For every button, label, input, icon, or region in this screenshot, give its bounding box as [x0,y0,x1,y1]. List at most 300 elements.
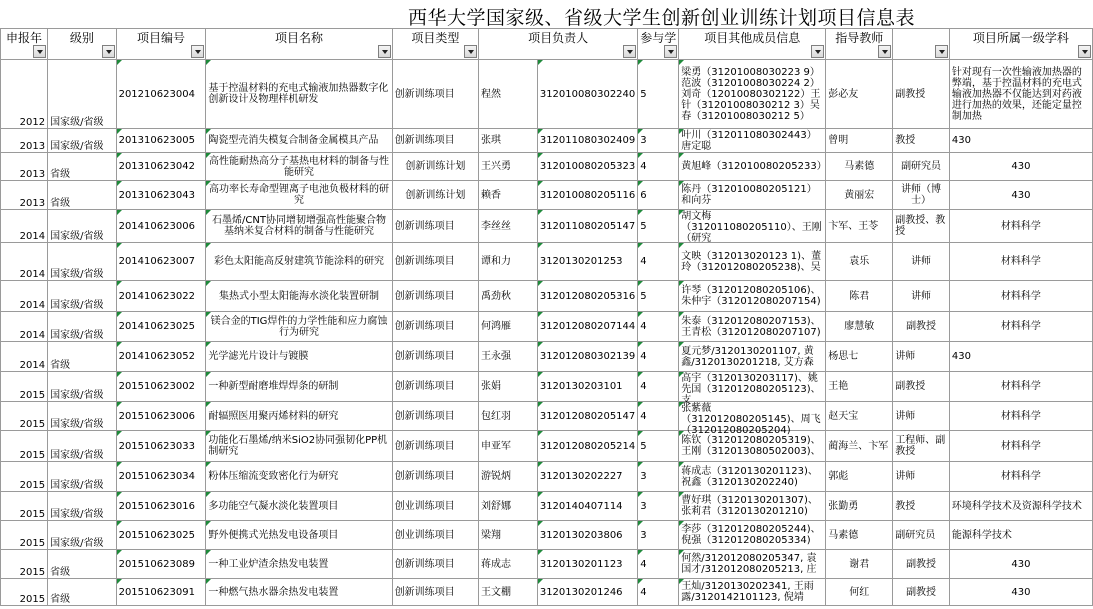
cell-year[interactable] [1,550,48,579]
cell-leader[interactable] [478,521,537,550]
cell-text: 禹劲秋 [480,290,511,302]
cell-leader[interactable] [478,342,537,372]
cell-student-id[interactable] [537,550,637,579]
cell-advisor[interactable] [826,402,893,431]
table-body [1,60,1093,606]
cell-year[interactable] [1,181,48,210]
cell-project-type[interactable] [392,181,478,210]
cell-leader[interactable] [478,129,537,153]
cell-year[interactable] [1,60,48,129]
cell-text: 3 [640,135,647,146]
cell-project-name[interactable] [206,431,392,462]
header-row [1,29,1093,60]
cell-project-name[interactable] [206,462,392,492]
cell-project-name[interactable] [206,181,392,210]
cell-advisor[interactable] [826,550,893,579]
cell-text: 3120130201253 [539,256,623,267]
cell-student-id[interactable] [537,462,637,492]
cell-text: 赵天宝 [828,410,859,422]
cell-text: 201210623004 [118,88,195,100]
cell-text: 6 [640,189,647,201]
cell-project-name[interactable] [206,402,392,431]
filter-dropdown-icon[interactable] [935,45,948,58]
cell-subject[interactable] [949,521,1092,550]
cell-advisor-title[interactable] [893,579,950,606]
cell-participants[interactable] [638,153,679,181]
cell-text: 副研究员 [901,161,942,172]
cell-project-name[interactable] [206,210,392,243]
filter-dropdown-icon[interactable] [102,45,115,58]
cell-project-name[interactable] [206,492,392,521]
cell-leader[interactable] [478,153,537,181]
cell-year[interactable] [1,342,48,372]
cell-student-id[interactable] [537,153,637,181]
header-project-name[interactable] [206,29,392,60]
cell-student-id[interactable] [537,431,637,462]
cell-project-id[interactable] [116,550,206,579]
cell-other-members[interactable] [679,243,826,281]
cell-participants[interactable] [638,521,679,550]
cell-text: 创新训练项目 [394,471,455,482]
header-project-type[interactable] [392,29,478,60]
filter-dropdown-icon[interactable] [464,45,477,58]
cell-participants[interactable] [638,492,679,521]
cell-project-id[interactable] [116,342,206,372]
cell-text: 430 [1011,189,1031,201]
table-row [1,492,1093,521]
cell-subject[interactable] [949,492,1092,521]
cell-project-type[interactable] [392,129,478,153]
cell-other-members[interactable] [679,521,826,550]
cell-project-name[interactable] [206,312,392,342]
cell-advisor-title[interactable] [893,492,950,521]
table-row [1,372,1093,402]
header-advisor[interactable] [826,29,893,60]
cell-text: 能源科学技术 [951,529,1012,541]
cell-advisor[interactable] [826,521,893,550]
cell-text: 国家级/省级 [50,269,104,280]
cell-text: 201310623042 [118,161,195,172]
cell-advisor-title[interactable] [893,243,950,281]
table-row [1,312,1093,342]
cell-text: 朱泰（312012080207153)、王青松（312012080207107) [681,315,821,338]
cell-text: 谭和力 [480,256,511,267]
filter-dropdown-icon[interactable] [1078,45,1091,58]
cell-student-id[interactable] [537,492,637,521]
cell-text: 集热式小型太阳能海水淡化装置研制 [219,290,380,302]
cell-text: 高功率长寿命型锂离子电池负极材料的研究 [209,184,390,206]
cell-year[interactable] [1,402,48,431]
cell-text: 何然/312012080205347, 袁国才/312012080205213, 庄 [681,553,817,575]
cell-subject[interactable] [949,342,1092,372]
cell-text: 2013 [19,169,46,180]
cell-advisor[interactable] [826,492,893,521]
cell-project-id[interactable] [116,181,206,210]
cell-level[interactable] [48,492,116,521]
cell-participants[interactable] [638,129,679,153]
cell-text: 光学滤光片设计与镀膜 [208,351,309,362]
cell-project-type[interactable] [392,210,478,243]
cell-project-type[interactable] [392,550,478,579]
cell-advisor[interactable] [826,210,893,243]
cell-project-type[interactable] [392,579,478,606]
cell-leader[interactable] [478,579,537,606]
cell-participants[interactable] [638,312,679,342]
cell-advisor[interactable] [826,281,893,312]
cell-project-type[interactable] [392,462,478,492]
cell-project-name[interactable] [206,372,392,402]
cell-year[interactable] [1,281,48,312]
cell-project-name[interactable] [206,579,392,606]
header-level[interactable] [48,29,116,60]
cell-project-id[interactable] [116,431,206,462]
header-year[interactable] [1,29,48,60]
cell-student-id[interactable] [537,181,637,210]
cell-student-id[interactable] [537,312,637,342]
cell-text: 王灿/3120130202341, 王雨露/3120142101123, 倪靖 [681,581,814,603]
cell-project-id[interactable] [116,462,206,492]
cell-project-id[interactable] [116,372,206,402]
cell-level[interactable] [48,312,116,342]
cell-advisor-title[interactable] [893,402,950,431]
cell-participants[interactable] [638,550,679,579]
cell-year[interactable] [1,521,48,550]
cell-leader[interactable] [478,281,537,312]
cell-subject[interactable] [949,579,1092,606]
cell-leader[interactable] [478,402,537,431]
cell-text: 陶瓷型壳消失模复合制备金属模具产品 [208,135,379,146]
cell-advisor-title[interactable] [893,153,950,181]
cell-text: 3 [640,529,647,541]
filter-dropdown-icon[interactable] [191,45,204,58]
filter-dropdown-icon[interactable] [623,45,636,58]
cell-subject[interactable] [949,431,1092,462]
table-row [1,462,1093,492]
cell-leader[interactable] [478,181,537,210]
cell-text: 讲师（博士） [901,184,942,206]
cell-project-name[interactable] [206,243,392,281]
cell-advisor-title[interactable] [893,521,950,550]
cell-advisor[interactable] [826,372,893,402]
cell-other-members[interactable] [679,431,826,462]
cell-other-members[interactable] [679,402,826,436]
header-project-id[interactable] [116,29,206,60]
cell-text: 材料科学 [1000,220,1041,232]
cell-text: 4 [640,381,647,392]
cell-student-id[interactable] [537,342,637,372]
header-leader[interactable] [478,29,637,60]
cell-leader[interactable] [478,372,537,402]
cell-advisor[interactable] [826,579,893,606]
filter-dropdown-icon[interactable] [664,45,677,58]
cell-text: 王艳 [828,381,849,392]
cell-subject[interactable] [949,210,1092,243]
cell-leader[interactable] [478,312,537,342]
cell-advisor-title[interactable] [893,462,950,492]
cell-level[interactable] [48,60,116,129]
cell-level[interactable] [48,462,116,492]
cell-advisor-title[interactable] [893,342,950,372]
cell-subject[interactable] [949,550,1092,579]
cell-advisor-title[interactable] [893,550,950,579]
cell-advisor-title[interactable] [893,60,950,129]
cell-text: 材料科学 [1000,471,1041,482]
filter-dropdown-icon[interactable] [878,45,891,58]
cell-text: 何红 [849,586,870,598]
cell-advisor-title[interactable] [893,181,950,210]
cell-student-id[interactable] [537,372,637,402]
cell-advisor[interactable] [826,129,893,153]
cell-text: 卞军、王苓 [828,220,879,232]
cell-other-members[interactable] [679,181,826,210]
cell-year[interactable] [1,243,48,281]
cell-other-members[interactable] [679,462,826,492]
cell-text: 王兴勇 [480,161,511,172]
cell-text: 讲师 [895,471,916,482]
cell-text: 3120140407114 [539,500,623,512]
cell-project-type[interactable] [392,342,478,372]
cell-student-id[interactable] [537,129,637,153]
cell-project-type[interactable] [392,372,478,402]
filter-dropdown-icon[interactable] [378,45,391,58]
cell-text: 粉体压缩流变致密化行为研究 [208,471,339,482]
cell-year[interactable] [1,492,48,521]
cell-text: 省级 [50,360,71,371]
cell-year[interactable] [1,312,48,342]
cell-subject[interactable] [949,372,1092,402]
filter-dropdown-icon[interactable] [811,45,824,58]
cell-year[interactable] [1,431,48,462]
cell-text: 3120130203101 [539,381,623,392]
cell-subject[interactable] [949,181,1092,210]
cell-participants[interactable] [638,181,679,210]
table-row [1,129,1093,153]
cell-level[interactable] [48,129,116,153]
cell-leader[interactable] [478,492,537,521]
cell-project-type[interactable] [392,153,478,181]
cell-subject[interactable] [949,312,1092,342]
cell-advisor[interactable] [826,60,893,129]
cell-other-members[interactable] [679,312,826,342]
cell-advisor-title[interactable] [893,312,950,342]
cell-subject[interactable] [949,402,1092,431]
cell-participants[interactable] [638,281,679,312]
cell-project-type[interactable] [392,60,478,129]
header-label: 项目其他成员信息 [704,31,801,45]
cell-level[interactable] [48,372,116,402]
cell-subject[interactable] [949,243,1092,281]
cell-other-members[interactable] [679,342,826,372]
cell-text: 石墨烯/CNT协同增韧增强高性能聚合物基纳米复合材料的制备与性能研究 [212,215,386,237]
header-other-members[interactable] [679,29,826,60]
cell-level[interactable] [48,153,116,181]
cell-project-id[interactable] [116,579,206,606]
header-advisor-title[interactable] [893,29,950,60]
cell-text: 材料科学 [1000,256,1041,267]
cell-subject[interactable] [949,60,1092,129]
cell-text: 312012080205316 [539,290,636,302]
cell-leader[interactable] [478,210,537,243]
cell-advisor[interactable] [826,431,893,462]
cell-project-name[interactable] [206,550,392,579]
cell-level[interactable] [48,243,116,281]
cell-text: 创新训练项目 [394,381,455,392]
table-row [1,431,1093,462]
cell-participants[interactable] [638,243,679,281]
cell-student-id[interactable] [537,210,637,243]
cell-text: 王文棚 [480,586,511,598]
cell-leader[interactable] [478,550,537,579]
cell-other-members[interactable] [679,372,826,406]
cell-text: 李丝丝 [480,220,511,232]
cell-project-type[interactable] [392,312,478,342]
cell-text: 201410623022 [118,290,195,302]
cell-participants[interactable] [638,60,679,129]
cell-project-name[interactable] [206,129,392,153]
cell-advisor[interactable] [826,153,893,181]
cell-text: 袁乐 [849,256,870,267]
cell-subject[interactable] [949,129,1092,153]
cell-text: 文映（312013020123 1)、董玲（312012080205238)、吴 [681,250,822,273]
cell-leader[interactable] [478,243,537,281]
cell-other-members[interactable] [679,579,826,606]
cell-project-id[interactable] [116,521,206,550]
header-participants[interactable] [638,29,679,60]
cell-level[interactable] [48,402,116,431]
cell-project-id[interactable] [116,210,206,243]
cell-other-members[interactable] [679,281,826,312]
cell-text: 国家级/省级 [50,231,104,242]
cell-other-members[interactable] [679,60,826,129]
cell-subject[interactable] [949,462,1092,492]
cell-advisor[interactable] [826,312,893,342]
cell-advisor-title[interactable] [893,431,950,462]
cell-level[interactable] [48,550,116,579]
cell-advisor[interactable] [826,342,893,372]
cell-project-id[interactable] [116,153,206,181]
cell-other-members[interactable] [679,492,826,521]
cell-participants[interactable] [638,579,679,606]
cell-text: 创新训练项目 [394,440,455,452]
cell-text: 201410623007 [118,256,195,267]
cell-leader[interactable] [478,462,537,492]
cell-advisor[interactable] [826,243,893,281]
cell-advisor[interactable] [826,462,893,492]
cell-project-type[interactable] [392,281,478,312]
cell-leader[interactable] [478,60,537,129]
cell-project-type[interactable] [392,431,478,462]
cell-project-name[interactable] [206,60,392,129]
cell-participants[interactable] [638,402,679,431]
header-subject[interactable] [949,29,1092,60]
cell-project-name[interactable] [206,521,392,550]
cell-advisor-title[interactable] [893,372,950,402]
cell-project-id[interactable] [116,243,206,281]
cell-participants[interactable] [638,372,679,402]
cell-student-id[interactable] [537,521,637,550]
cell-participants[interactable] [638,342,679,372]
cell-student-id[interactable] [537,60,637,129]
cell-project-id[interactable] [116,492,206,521]
cell-advisor-title[interactable] [893,210,950,243]
cell-project-id[interactable] [116,402,206,431]
cell-level[interactable] [48,181,116,210]
cell-text: 一种工业炉渣余热发电装置 [208,558,329,570]
cell-level[interactable] [48,521,116,550]
cell-project-id[interactable] [116,60,206,129]
cell-project-id[interactable] [116,281,206,312]
cell-advisor-title[interactable] [893,129,950,153]
cell-text: 4 [640,351,647,362]
cell-text: 创新训练项目 [394,321,455,332]
cell-text: 201510623025 [118,529,195,541]
cell-other-members[interactable] [679,210,826,243]
cell-level[interactable] [48,342,116,372]
cell-text: 312010080205116 [539,189,636,201]
cell-other-members[interactable] [679,129,826,153]
cell-project-type[interactable] [392,492,478,521]
cell-project-type[interactable] [392,521,478,550]
cell-year[interactable] [1,153,48,181]
header-label: 参与学 [640,31,677,45]
cell-text: 谢君 [849,558,870,570]
cell-level[interactable] [48,431,116,462]
cell-text: 201510623091 [118,586,195,598]
cell-student-id[interactable] [537,243,637,281]
cell-subject[interactable] [949,153,1092,181]
cell-student-id[interactable] [537,402,637,431]
filter-dropdown-icon[interactable] [33,45,46,58]
cell-text: 廖慧敏 [844,321,875,332]
table-row [1,210,1093,243]
cell-advisor-title[interactable] [893,281,950,312]
header-label: 级别 [69,31,94,45]
cell-text: 4 [640,321,647,332]
cell-year[interactable] [1,210,48,243]
cell-project-type[interactable] [392,402,478,431]
cell-text: 4 [640,161,647,172]
cell-participants[interactable] [638,431,679,462]
cell-text: 创新训练项目 [394,410,455,422]
cell-participants[interactable] [638,210,679,243]
cell-project-name[interactable] [206,153,392,181]
cell-project-type[interactable] [392,243,478,281]
cell-year[interactable] [1,129,48,153]
cell-year[interactable] [1,462,48,492]
cell-level[interactable] [48,281,116,312]
cell-year[interactable] [1,579,48,606]
table-row [1,521,1093,550]
cell-level[interactable] [48,210,116,243]
cell-project-name[interactable] [206,281,392,312]
cell-text: 2015 [19,538,46,549]
cell-advisor[interactable] [826,181,893,210]
cell-project-id[interactable] [116,129,206,153]
cell-other-members[interactable] [679,550,826,579]
cell-level[interactable] [48,579,116,606]
cell-text: 2015 [19,509,46,520]
cell-project-name[interactable] [206,342,392,372]
cell-student-id[interactable] [537,281,637,312]
cell-project-id[interactable] [116,312,206,342]
cell-subject[interactable] [949,281,1092,312]
cell-text: 2013 [19,141,46,152]
cell-year[interactable] [1,372,48,402]
cell-other-members[interactable] [679,153,826,181]
cell-participants[interactable] [638,462,679,492]
cell-leader[interactable] [478,431,537,462]
cell-student-id[interactable] [537,579,637,606]
